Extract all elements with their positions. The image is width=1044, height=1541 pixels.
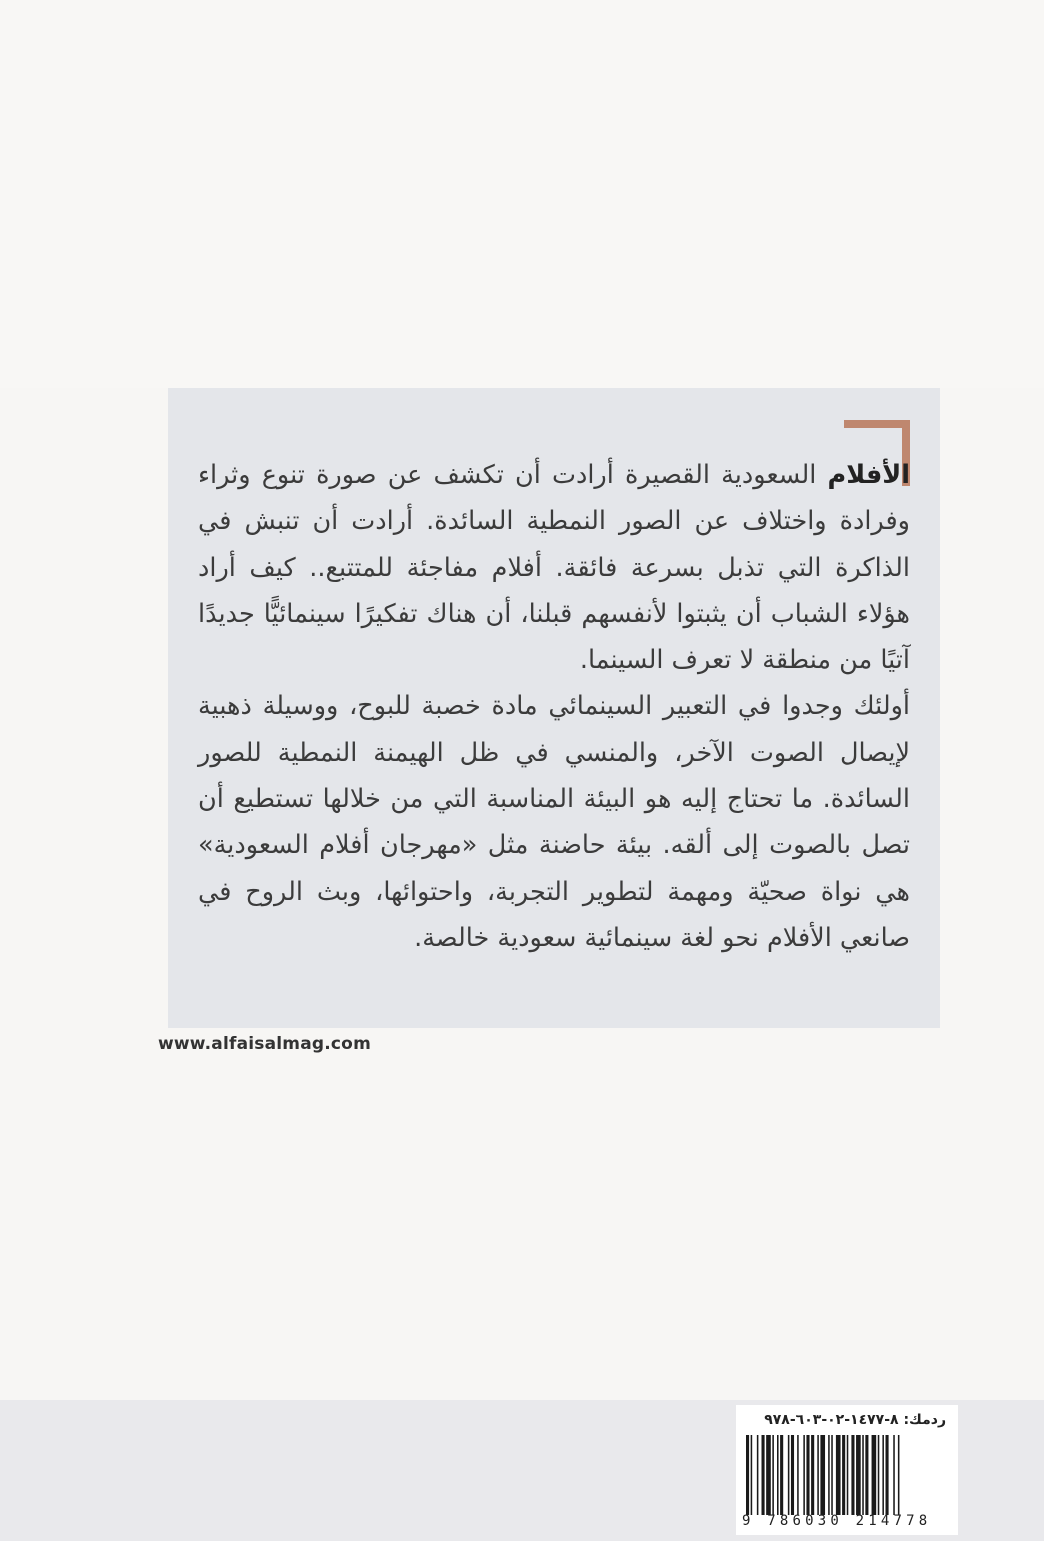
- back-cover-blurb: [198, 452, 910, 961]
- barcode-bar: [828, 1435, 830, 1515]
- barcode-bar: [777, 1435, 779, 1515]
- barcode-bar: [836, 1435, 841, 1515]
- barcode-bar: [791, 1435, 794, 1515]
- barcode-bar: [806, 1435, 809, 1515]
- barcode-bar: [811, 1435, 814, 1515]
- barcode-bar: [817, 1435, 819, 1515]
- barcode-bar: [820, 1435, 825, 1515]
- barcode-bar: [856, 1435, 861, 1515]
- barcode-bar: [772, 1435, 774, 1515]
- barcode-bar: [797, 1435, 799, 1515]
- blurb-paragraph-1: [198, 452, 910, 683]
- barcode-bar: [766, 1435, 771, 1515]
- isbn-barcode-block: [736, 1405, 958, 1535]
- barcode-bar: [803, 1435, 805, 1515]
- barcode-bar: [893, 1435, 895, 1515]
- barcode-bar: [862, 1435, 864, 1515]
- barcode-bar: [746, 1435, 749, 1515]
- barcode-bar: [780, 1435, 783, 1515]
- barcode-bar: [788, 1435, 790, 1515]
- barcode-bar: [751, 1435, 753, 1515]
- blank-cover-area: [0, 0, 1044, 388]
- blurb-lead-word: الأفلام: [827, 460, 910, 490]
- barcode-icon: [746, 1435, 948, 1515]
- barcode-bar: [831, 1435, 833, 1515]
- barcode-bar: [886, 1435, 889, 1515]
- barcode-bar: [851, 1435, 854, 1515]
- barcode-bar: [882, 1435, 884, 1515]
- isbn-label: ردمك: ٨-١٤٧٧-٠٢-٦٠٣-٩٧٨: [764, 1412, 946, 1428]
- barcode-bar: [842, 1435, 845, 1515]
- barcode-bar: [847, 1435, 849, 1515]
- barcode-bar: [865, 1435, 868, 1515]
- barcode-bar: [898, 1435, 900, 1515]
- blurb-paragraph-2: أولئك وجدوا في التعبير السينمائي مادة خصبة للبوح، ووسيلة ذهبية لإيصال الصوت الآخر، والمنسي في ظل الهيمنة النمطية للصور السائدة. ما تحتاج إليه هو البيئة المناسبة التي من خلالها تستطيع أن تصل بالصوت إلى ألقه. بيئة حاضنة مثل «مهرجان أفلام السعودية» هي نواة صحيّة ومهمة لتطوير التجربة، واحتوائها، وبث الروح في صانعي الأفلام نحو لغة سينمائية سعودية خالصة.: [198, 691, 910, 953]
- barcode-bar: [762, 1435, 765, 1515]
- publisher-website: www.alfaisalmag.com: [158, 1034, 371, 1054]
- barcode-digits: 9 786030 214778: [742, 1513, 932, 1529]
- barcode-bar: [872, 1435, 877, 1515]
- blurb-paragraph-1-text: السعودية القصيرة أرادت أن تكشف عن صورة تنوع وثراء وفرادة واختلاف عن الصور النمطية السائدة. أرادت أن تنبش في الذاكرة التي تذبل بسرعة فائقة. أفلام مفاجئة للمتتبع.. كيف أراد هؤلاء الشباب أن يثبتوا لأنفسهم قبلنا، أن هناك تفكيرًا سينمائيًّا جديدًا آتيًا من منطقة لا تعرف السينما.: [198, 460, 910, 676]
- barcode-bar: [878, 1435, 880, 1515]
- barcode-bar: [757, 1435, 759, 1515]
